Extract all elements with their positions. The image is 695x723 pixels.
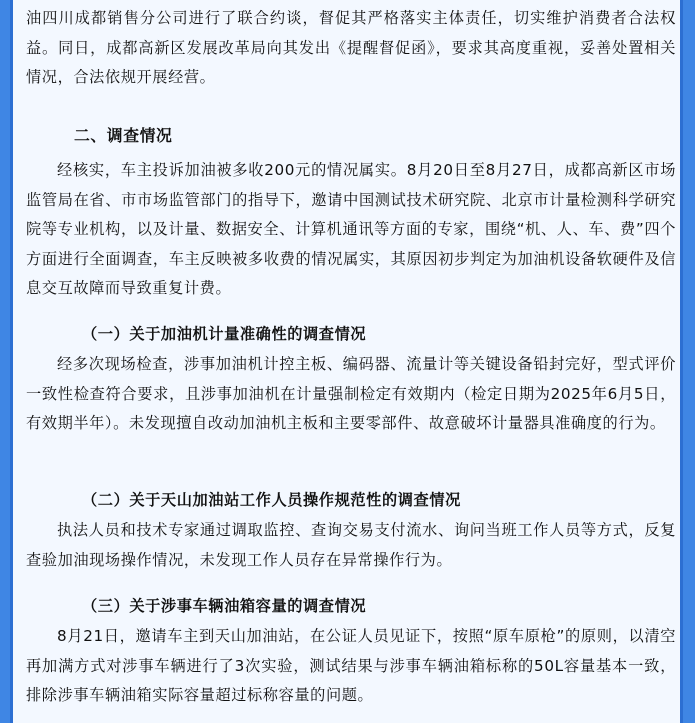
subsection-heading-staff-operation: （二）关于天山加油站工作人员操作规范性的调查情况 (82, 491, 461, 509)
article-card (10, 0, 683, 723)
subsection-body-tank-capacity: 8月21日，邀请车主到天山加油站，在公证人员见证下，按照“原车原枪”的原则，以清空再加满方式对涉事车辆进行了3次实验，测试结果与涉事车辆油箱标称的50L容量基本一致，排除涉事车辆油箱实际容量超过标称容量的问题。 (26, 627, 676, 705)
intro-paragraph: 油四川成都销售分公司进行了联合约谈，督促其严格落实主体责任，切实维护消费者合法权益。同日，成都高新区发展改革局向其发出《提醒督促函》，要求其高度重视，妥善处置相关情况，合法依规开展经营。 (26, 9, 676, 87)
subsection-body-fuel-dispenser: 经多次现场检查，涉事加油机计控主板、编码器、流量计等关键设备铅封完好，型式评价一致性检查符合要求，且涉事加油机在计量强制检定有效期内（检定日期为2025年6月5日，有效期半年）。未发现擅自改动加油机主板和主要零部件、故意破坏计量器具准确度的行为。 (26, 355, 676, 433)
subsection-heading-fuel-dispenser: （一）关于加油机计量准确性的调查情况 (82, 325, 367, 343)
section-body-investigation: 经核实，车主投诉加油被多收200元的情况属实。8月20日至8月27日，成都高新区市场监管局在省、市市场监管部门的指导下，邀请中国测试技术研究院、北京市计量检测科学研究院等专业机构，以及计量、数据安全、计算机通讯等方面的专家，围绕“机、人、车、费”四个方面进行全面调查，车主反映被多收费的情况属实，其原因初步判定为加油机设备软硬件及信息交互故障而导致重复计费。 (26, 161, 676, 298)
section-heading-investigation: 二、调查情况 (74, 126, 173, 145)
subsection-heading-tank-capacity: （三）关于涉事车辆油箱容量的调查情况 (82, 597, 367, 615)
subsection-body-staff-operation: 执法人员和技术专家通过调取监控、查询交易支付流水、询问当班工作人员等方式，反复查验加油现场操作情况，未发现工作人员存在异常操作行为。 (26, 521, 676, 569)
